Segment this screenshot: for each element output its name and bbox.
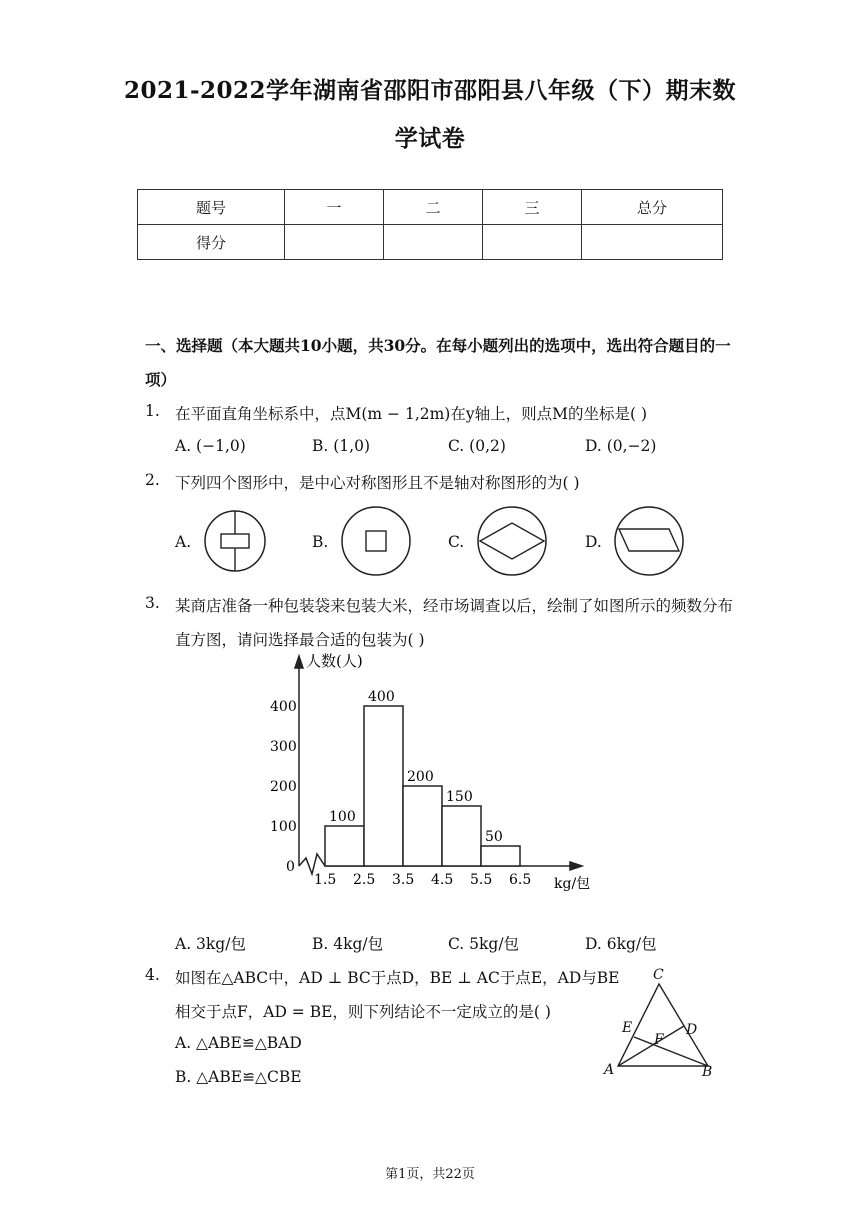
score-cell[interactable]: [384, 225, 483, 260]
label-d: D: [686, 1022, 698, 1038]
label-e: E: [622, 1020, 633, 1036]
x-axis-label: kg/包: [554, 876, 591, 892]
x-tick-label: 4.5: [431, 872, 454, 888]
question-4-text: 如图在△ABC中，AD ⊥ BC于点D，BE ⊥ AC于点E，AD与BE: [175, 969, 620, 987]
question-2-text: 下列四个图形中，是中心对称图形且不是轴对称图形的为( ): [175, 474, 580, 492]
y-tick-label: 400: [270, 699, 297, 715]
score-table: [137, 189, 723, 260]
y-axis-arrow: [295, 656, 303, 668]
segment-be: [634, 1037, 708, 1066]
question-2-option-c[interactable]: C.: [448, 533, 465, 551]
question-1-option-b[interactable]: B. (1,0): [312, 437, 370, 455]
score-header-cell: 二: [384, 190, 483, 225]
x-tick-label: 2.5: [353, 872, 376, 888]
score-cell[interactable]: [582, 225, 723, 260]
question-1-number: 1.: [145, 402, 160, 420]
figure-a-circle-rectangle: [203, 509, 267, 573]
page-footer: 第1页，共22页: [385, 1167, 475, 1182]
bar-value-label: 400: [368, 689, 395, 705]
y-tick-label: 300: [270, 739, 297, 755]
question-1-option-d[interactable]: D. (0,−2): [585, 437, 657, 455]
bar-value-label: 100: [329, 809, 356, 825]
y-axis-label: 人数(人): [306, 652, 363, 670]
label-c: C: [653, 967, 664, 983]
question-1-option-a[interactable]: A. (−1,0): [175, 437, 246, 455]
bar-value-label: 200: [407, 769, 434, 785]
question-3-text-cont: 直方图，请问选择最合适的包装为( ): [175, 631, 425, 649]
axis-break: [299, 854, 325, 874]
x-tick-label: 1.5: [314, 872, 337, 888]
score-row-label: 得分: [138, 225, 285, 260]
title-line-2: 学试卷: [394, 125, 466, 152]
x-tick-label: 3.5: [392, 872, 415, 888]
figure-b-circle-square: [340, 505, 412, 577]
question-2-option-b[interactable]: B.: [312, 533, 329, 551]
y-tick-label: 200: [270, 779, 297, 795]
score-cell[interactable]: [285, 225, 384, 260]
bar-value-label: 50: [485, 829, 503, 845]
bar-value-label: 150: [446, 789, 473, 805]
question-1-option-c[interactable]: C. (0,2): [448, 437, 506, 455]
y-tick-label: 0: [286, 859, 295, 875]
label-a: A: [604, 1062, 615, 1078]
x-tick-label: 6.5: [509, 872, 532, 888]
histogram-bar: [325, 826, 364, 866]
figure-d-circle-parallelogram: [613, 505, 685, 577]
score-header-cell: 三: [483, 190, 582, 225]
histogram-bar: [442, 806, 481, 866]
question-2-option-a[interactable]: A.: [175, 533, 192, 551]
question-4-number: 4.: [145, 966, 160, 984]
question-4-text-cont: 相交于点F，AD = BE，则下列结论不一定成立的是( ): [175, 1003, 551, 1021]
score-header-cell: 题号: [138, 190, 285, 225]
question-3-option-b[interactable]: B. 4kg/包: [312, 935, 384, 953]
label-b: B: [702, 1064, 713, 1080]
figure-c-circle-rhombus: [476, 505, 548, 577]
question-3-option-a[interactable]: A. 3kg/包: [175, 935, 246, 953]
section-1-heading: 一、选择题（本大题共10小题，共30分。在每小题列出的选项中，选出符合题目的一: [145, 336, 731, 355]
question-4-option-b[interactable]: B. △ABE≌△CBE: [175, 1068, 302, 1086]
triangle-figure: [596, 964, 726, 1084]
title-line-1: 2021-2022学年湖南省邵阳市邵阳县八年级（下）期末数: [123, 77, 737, 104]
question-3-option-c[interactable]: C. 5kg/包: [448, 935, 520, 953]
score-table-score-row: [138, 225, 723, 260]
x-tick-label: 5.5: [470, 872, 493, 888]
question-3-option-d[interactable]: D. 6kg/包: [585, 935, 657, 953]
question-4-option-a[interactable]: A. △ABE≌△BAD: [175, 1034, 302, 1052]
question-3-number: 3.: [145, 594, 160, 612]
histogram-bar: [481, 846, 520, 866]
histogram-bar: [403, 786, 442, 866]
x-axis-arrow: [570, 862, 582, 870]
label-f: F: [654, 1032, 664, 1048]
y-tick-label: 100: [270, 819, 297, 835]
question-3-text: 某商店准备一种包装袋来包装大米，经市场调查以后，绘制了如图所示的频数分布: [175, 597, 734, 615]
score-header-cell: 一: [285, 190, 384, 225]
question-2-number: 2.: [145, 471, 160, 489]
question-1-text: 在平面直角坐标系中，点M(m − 1,2m)在y轴上，则点M的坐标是( ): [175, 405, 648, 423]
histogram-bar: [364, 706, 403, 866]
section-1-heading-cont: 项）: [145, 370, 177, 389]
score-cell[interactable]: [483, 225, 582, 260]
question-2-option-d[interactable]: D.: [585, 533, 602, 551]
score-header-cell: 总分: [582, 190, 723, 225]
histogram-chart: [262, 650, 602, 898]
score-table-header-row: [138, 190, 723, 225]
